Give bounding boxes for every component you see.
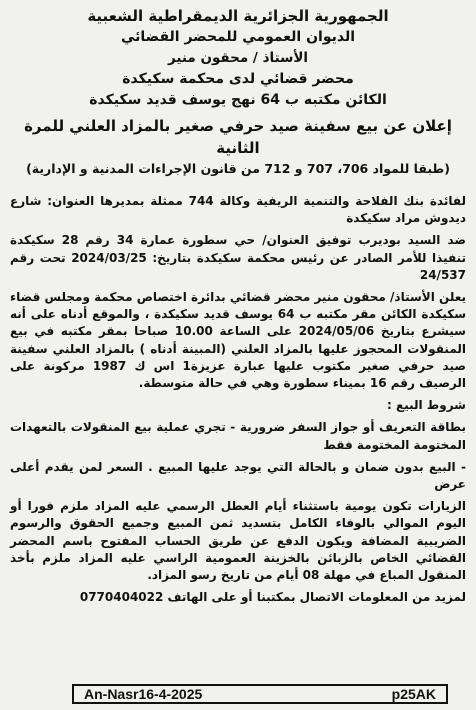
publication-footer [72,684,448,704]
contact-line [10,589,466,606]
paragraph-beneficiary: لفائدة بنك الفلاحة والتنمية الريفية وكالة 744 ممثلة بمديرها العنوان: شارع ديدوش مراد سكيكدة [10,194,466,226]
notice-title: إعلان عن بيع سفينة صيد حرفي صغير بالمزاد العلني للمرة الثانية [24,117,452,157]
paragraph-announcement: يعلن الأستاذ/ محقون منير محضر قضائي بدائرة اختصاص محكمة ومجلس قضاء سكيكدة الكائن مقر مكتبه ب 64 يوسف قديد سكيكدة ، والموقع أدناه على أنه سيشرع بتاريخ 2024/05/06 على الساعة 10.00 صباحا بمقر مكتبه في بيع المنقولات المحجوز عليها بالمزاد العلني (المبينة أدناه ) بالمزاد العلني سفينة صيد حرفي صغير مكتوب عليها عبارة عزيزة1 اس ك 1987 مركونة على الرصيف رقم 16 بميناء سطورة وهي في حالة متوسطة. [10,290,467,391]
contact-phone: 0770404022 [79,590,164,605]
paragraph-condition-warranty: - البيع بدون ضمان و بالحالة التي يوجد عليها المبيع . السعر لمن يقدم أعلى عرض [10,459,466,492]
contact-text: لمزيد من المعلومات الاتصال بمكتبنا أو على الهاتف [167,590,466,605]
header-line-address: الكائن مكتبه ب 64 نهج يوسف قديد سكيكدة [89,92,387,108]
header-line-bailiff-name: الأستاذ / محقون منير [167,50,309,66]
notice-header [10,6,466,111]
paragraph-condition-id: بطاقة التعريف أو جواز السفر ضرورية - تجري عملية بيع المنقولات بالتعهدات المختومة المختومة فقط [10,420,466,452]
footer-page-code: p25AK [391,686,436,702]
footer-publication-date: An-Nasr16-4-2025 [84,686,203,702]
notice-subtitle: (طبقا للمواد 706، 707 و 712 من قانون الإجراءات المدنية و الإدارية) [26,161,450,176]
paragraph-visits-payment: الزيارات تكون يومية باستثناء أيام العطل الرسمي عليه المزاد ملزم فورا أو اليوم الموالي بالوفاء الكامل بتسديد ثمن المبيع وجميع الحقوق والرسوم الضريبية المضافة ويكون الدفع عن طريق الحساب المفتوح باسم المحضر القضائي الخاص بالزبائن بالخزينة العمومية الراسي عليه المزاد ملزم بأخذ المنقول المباع في مهلة 08 أيام من تاريخ رسو المزاد. [10,499,466,583]
paragraph-conditions-heading: شروط البيع : [387,398,466,413]
header-line-republic: الجمهورية الجزائرية الديمقراطية الشعبية [87,7,389,25]
header-line-court: محضر قضائي لدى محكمة سكيكدة [122,71,354,87]
header-line-office: الديوان العمومي للمحضر القضائي [120,29,356,45]
notice-body [10,193,466,606]
paragraph-debtor: ضد السيد بوديرب توفيق العنوان/ حي سطورة عمارة 34 رقم 28 سكيكدة تنفيذا للأمر الصادر عن رئيس محكمة سكيكدة بتاريخ: 2024/03/25 تحت رقم 24/537 [10,233,467,282]
